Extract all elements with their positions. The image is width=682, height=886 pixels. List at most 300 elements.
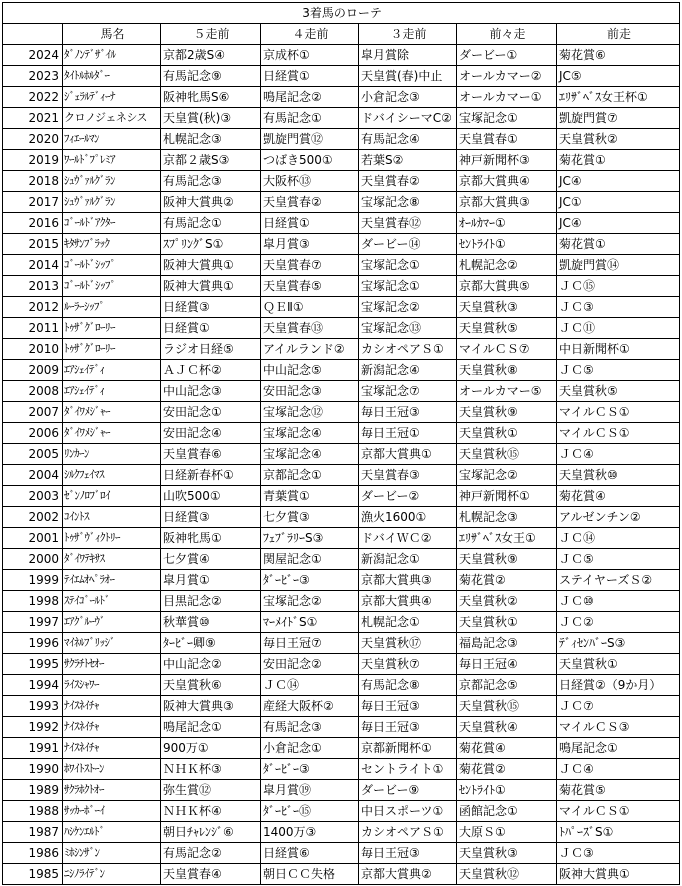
- race-5-before-cell: 目黒記念②: [161, 591, 261, 612]
- race-3-before-cell: 札幌記念①: [359, 612, 457, 633]
- year-cell: 2024: [3, 45, 63, 66]
- horse-name-cell: ﾅｲｽﾈｲﾁｬ: [63, 696, 161, 717]
- year-cell: 1986: [3, 843, 63, 864]
- race-previous-cell: 菊花賞①: [557, 150, 680, 171]
- race-3-before-cell: 宝塚記念①: [359, 255, 457, 276]
- race-2-before-cell: 京都大賞典④: [457, 171, 557, 192]
- race-previous-cell: ＪＣ③: [557, 843, 680, 864]
- race-3-before-cell: 若葉S②: [359, 150, 457, 171]
- year-cell: 2023: [3, 66, 63, 87]
- race-4-before-cell: 日経賞⑥: [261, 843, 359, 864]
- race-5-before-cell: 有馬記念③: [161, 171, 261, 192]
- header-5-races-before: ５走前: [161, 24, 261, 45]
- race-5-before-cell: 有馬記念②: [161, 843, 261, 864]
- header-horse-name: 馬名: [63, 24, 161, 45]
- race-previous-cell: 中日新聞杯①: [557, 339, 680, 360]
- race-5-before-cell: 阪神牝馬①: [161, 528, 261, 549]
- year-cell: 1996: [3, 633, 63, 654]
- race-2-before-cell: 菊花賞④: [457, 738, 557, 759]
- race-4-before-cell: 京都記念①: [261, 465, 359, 486]
- race-4-before-cell: ﾏｰﾒｲﾄﾞS①: [261, 612, 359, 633]
- race-5-before-cell: 阪神大賞典②: [161, 192, 261, 213]
- race-5-before-cell: 有馬記念⑨: [161, 66, 261, 87]
- header-4-races-before: ４走前: [261, 24, 359, 45]
- race-3-before-cell: 毎日王冠③: [359, 843, 457, 864]
- race-3-before-cell: セントライト①: [359, 759, 457, 780]
- race-2-before-cell: 天皇賞秋③: [457, 297, 557, 318]
- table-row: [3, 654, 680, 675]
- race-4-before-cell: 皐月賞③: [261, 234, 359, 255]
- race-5-before-cell: 日経賞①: [161, 318, 261, 339]
- race-previous-cell: JC⑤: [557, 66, 680, 87]
- race-3-before-cell: 天皇賞春②: [359, 171, 457, 192]
- race-5-before-cell: 朝日ﾁｬﾚﾝｼﾞ⑥: [161, 822, 261, 843]
- table-row: [3, 171, 680, 192]
- race-5-before-cell: 天皇賞春④: [161, 864, 261, 885]
- year-cell: 1997: [3, 612, 63, 633]
- horse-name-cell: ｴｱｼｪｲﾃﾞｨ: [63, 360, 161, 381]
- race-2-before-cell: 菊花賞②: [457, 570, 557, 591]
- race-3-before-cell: 京都大賞典④: [359, 591, 457, 612]
- race-5-before-cell: 札幌記念③: [161, 129, 261, 150]
- race-5-before-cell: 山吹500①: [161, 486, 261, 507]
- race-2-before-cell: ｵｰﾙｶﾏｰ①: [457, 213, 557, 234]
- race-5-before-cell: ラジオ日経⑤: [161, 339, 261, 360]
- year-cell: 2017: [3, 192, 63, 213]
- race-5-before-cell: 安田記念①: [161, 402, 261, 423]
- year-cell: 2004: [3, 465, 63, 486]
- year-cell: 2002: [3, 507, 63, 528]
- horse-name-cell: ﾙｰﾗｰｼｯﾌﾟ: [63, 297, 161, 318]
- table-row: [3, 318, 680, 339]
- horse-name-cell: ｺﾞｰﾙﾄﾞｼｯﾌﾟ: [63, 255, 161, 276]
- race-3-before-cell: 天皇賞春③: [359, 465, 457, 486]
- year-cell: 2008: [3, 381, 63, 402]
- table-row: [3, 255, 680, 276]
- year-cell: 1994: [3, 675, 63, 696]
- horse-name-cell: ｼｭｳﾞｧﾙｸﾞﾗﾝ: [63, 171, 161, 192]
- horse-name-cell: ﾅｲｽﾈｲﾁｬ: [63, 717, 161, 738]
- race-4-before-cell: 朝日ＣＣ失格: [261, 864, 359, 885]
- table-row: [3, 612, 680, 633]
- year-cell: 2021: [3, 108, 63, 129]
- race-4-before-cell: 凱旋門賞⑫: [261, 129, 359, 150]
- race-previous-cell: 阪神大賞典①: [557, 864, 680, 885]
- race-4-before-cell: 皐月賞⑲: [261, 780, 359, 801]
- horse-name-cell: ﾅｲｽﾈｲﾁｬ: [63, 738, 161, 759]
- table-title: 3着馬のローテ: [3, 3, 680, 24]
- race-5-before-cell: 中山記念②: [161, 654, 261, 675]
- table-row: [3, 801, 680, 822]
- horse-name-cell: ｺｲﾝﾄｽ: [63, 507, 161, 528]
- race-previous-cell: マイルＣＳ①: [557, 423, 680, 444]
- race-4-before-cell: 関屋記念①: [261, 549, 359, 570]
- horse-name-cell: ﾆｼﾉﾗｲﾃﾞﾝ: [63, 864, 161, 885]
- race-2-before-cell: 神戸新聞杯①: [457, 486, 557, 507]
- race-4-before-cell: 天皇賞春⑬: [261, 318, 359, 339]
- year-cell: 2003: [3, 486, 63, 507]
- race-4-before-cell: 産経大阪杯②: [261, 696, 359, 717]
- table-row: [3, 192, 680, 213]
- year-cell: 2000: [3, 549, 63, 570]
- race-4-before-cell: 宝塚記念④: [261, 444, 359, 465]
- year-cell: 1987: [3, 822, 63, 843]
- race-previous-cell: 菊花賞④: [557, 486, 680, 507]
- year-cell: 1993: [3, 696, 63, 717]
- race-previous-cell: ＪＣ④: [557, 759, 680, 780]
- race-2-before-cell: マイルＣＳ⑦: [457, 339, 557, 360]
- table-row: [3, 549, 680, 570]
- table-row: [3, 675, 680, 696]
- race-4-before-cell: 宝塚記念②: [261, 591, 359, 612]
- race-4-before-cell: 宝塚記念⑫: [261, 402, 359, 423]
- table-row: [3, 297, 680, 318]
- race-previous-cell: ﾃﾞｨｾﾝﾊﾞｰS③: [557, 633, 680, 654]
- race-4-before-cell: ﾌｪﾌﾞﾗﾘｰS③: [261, 528, 359, 549]
- table-row: [3, 66, 680, 87]
- table-row: [3, 717, 680, 738]
- race-3-before-cell: 毎日王冠③: [359, 402, 457, 423]
- header-year: [3, 24, 63, 45]
- table-row: [3, 528, 680, 549]
- race-2-before-cell: 神戸新聞杯③: [457, 150, 557, 171]
- horse-name-cell: ｷﾀｻﾝﾌﾞﾗｯｸ: [63, 234, 161, 255]
- race-3-before-cell: ダービー⑨: [359, 780, 457, 801]
- race-3-before-cell: 有馬記念④: [359, 129, 457, 150]
- table-row: [3, 381, 680, 402]
- race-3-before-cell: 毎日王冠③: [359, 696, 457, 717]
- race-5-before-cell: ﾀｰﾋﾞｰ卿⑨: [161, 633, 261, 654]
- race-5-before-cell: 有馬記念①: [161, 213, 261, 234]
- race-3-before-cell: 京都大賞典①: [359, 444, 457, 465]
- race-4-before-cell: 日経賞①: [261, 213, 359, 234]
- race-3-before-cell: 天皇賞春⑫: [359, 213, 457, 234]
- table-row: [3, 780, 680, 801]
- year-cell: 2007: [3, 402, 63, 423]
- table-row: [3, 696, 680, 717]
- race-5-before-cell: ｽﾌﾟﾘﾝｸﾞS①: [161, 234, 261, 255]
- race-5-before-cell: 天皇賞春⑥: [161, 444, 261, 465]
- race-4-before-cell: 大阪杯⑬: [261, 171, 359, 192]
- table-row: [3, 402, 680, 423]
- race-2-before-cell: オールカマー②: [457, 66, 557, 87]
- race-3-before-cell: 天皇賞秋⑰: [359, 633, 457, 654]
- race-2-before-cell: 天皇賞秋⑨: [457, 549, 557, 570]
- race-3-before-cell: カシオペアＳ①: [359, 339, 457, 360]
- race-4-before-cell: 七夕賞③: [261, 507, 359, 528]
- race-2-before-cell: ｾﾝﾄﾗｲﾄ①: [457, 234, 557, 255]
- race-4-before-cell: 有馬記念①: [261, 108, 359, 129]
- race-previous-cell: ＪＣ⑭: [557, 528, 680, 549]
- race-previous-cell: 菊花賞⑤: [557, 780, 680, 801]
- race-4-before-cell: 安田記念②: [261, 654, 359, 675]
- horse-name-cell: ｻｸﾗﾎｸﾄｵｰ: [63, 780, 161, 801]
- race-5-before-cell: 日経賞③: [161, 507, 261, 528]
- race-4-before-cell: 日経賞①: [261, 66, 359, 87]
- race-3-before-cell: カシオペアＳ①: [359, 822, 457, 843]
- race-5-before-cell: 皐月賞①: [161, 570, 261, 591]
- race-5-before-cell: 天皇賞秋⑥: [161, 675, 261, 696]
- race-5-before-cell: 阪神大賞典①: [161, 276, 261, 297]
- race-2-before-cell: 天皇賞秋④: [457, 717, 557, 738]
- race-2-before-cell: 京都大賞典③: [457, 192, 557, 213]
- year-cell: 2006: [3, 423, 63, 444]
- race-2-before-cell: 京都大賞典⑤: [457, 276, 557, 297]
- race-previous-cell: JC④: [557, 171, 680, 192]
- race-previous-cell: ＪＣ④: [557, 444, 680, 465]
- horse-name-cell: ｼﾙｸﾌｪｲﾏｽ: [63, 465, 161, 486]
- race-previous-cell: ＪＣ②: [557, 612, 680, 633]
- race-3-before-cell: 新潟記念④: [359, 360, 457, 381]
- race-5-before-cell: 日経新春杯①: [161, 465, 261, 486]
- race-previous-cell: 菊花賞⑥: [557, 45, 680, 66]
- race-previous-cell: ＪＣ⑤: [557, 360, 680, 381]
- race-2-before-cell: 菊花賞②: [457, 759, 557, 780]
- race-3-before-cell: 宝塚記念②: [359, 297, 457, 318]
- race-3-before-cell: 有馬記念⑧: [359, 675, 457, 696]
- race-5-before-cell: 鳴尾記念①: [161, 717, 261, 738]
- table-row: [3, 213, 680, 234]
- race-3-before-cell: 宝塚記念⑧: [359, 192, 457, 213]
- race-previous-cell: マイルＣＳ①: [557, 402, 680, 423]
- horse-name-cell: ﾄｩｻﾞｸﾞﾛｰﾘｰ: [63, 339, 161, 360]
- table-row: [3, 339, 680, 360]
- horse-name-cell: ｻｯｶｰﾎﾞｰｲ: [63, 801, 161, 822]
- race-previous-cell: ｴﾘｻﾞﾍﾞｽ女王杯①: [557, 87, 680, 108]
- race-3-before-cell: 天皇賞秋⑦: [359, 654, 457, 675]
- year-cell: 2015: [3, 234, 63, 255]
- year-cell: 2013: [3, 276, 63, 297]
- race-2-before-cell: 天皇賞秋②: [457, 591, 557, 612]
- race-previous-cell: ＪＣ⑪: [557, 318, 680, 339]
- year-cell: 2018: [3, 171, 63, 192]
- race-3-before-cell: ドバイシーマC②: [359, 108, 457, 129]
- year-cell: 1995: [3, 654, 63, 675]
- race-4-before-cell: 小倉記念①: [261, 738, 359, 759]
- rotation-table: [2, 2, 680, 885]
- horse-name-cell: ﾀﾞｲﾜﾒｼﾞｬｰ: [63, 402, 161, 423]
- race-previous-cell: 凱旋門賞⑭: [557, 255, 680, 276]
- race-4-before-cell: 安田記念③: [261, 381, 359, 402]
- horse-name-cell: ﾏｲﾈﾙﾌﾞﾘｯｼﾞ: [63, 633, 161, 654]
- race-2-before-cell: 天皇賞秋⑧: [457, 360, 557, 381]
- race-2-before-cell: ｴﾘｻﾞﾍﾞｽ女王①: [457, 528, 557, 549]
- race-4-before-cell: ﾀﾞｰﾋﾞｰ③: [261, 759, 359, 780]
- race-5-before-cell: ＮＨＫ杯③: [161, 759, 261, 780]
- race-2-before-cell: 大原Ｓ①: [457, 822, 557, 843]
- year-cell: 2020: [3, 129, 63, 150]
- horse-name-cell: ﾀｲﾄﾙﾎﾙﾀﾞｰ: [63, 66, 161, 87]
- header-3-races-before: ３走前: [359, 24, 457, 45]
- year-cell: 2012: [3, 297, 63, 318]
- race-3-before-cell: 宝塚記念⑬: [359, 318, 457, 339]
- race-4-before-cell: ﾀﾞｰﾋﾞｰ③: [261, 570, 359, 591]
- race-previous-cell: 天皇賞秋①: [557, 654, 680, 675]
- race-5-before-cell: ＡＪＣ杯②: [161, 360, 261, 381]
- table-row: [3, 486, 680, 507]
- horse-name-cell: ｺﾞｰﾙﾄﾞｼｯﾌﾟ: [63, 276, 161, 297]
- table-row: [3, 633, 680, 654]
- race-3-before-cell: 小倉記念③: [359, 87, 457, 108]
- race-5-before-cell: 日経賞③: [161, 297, 261, 318]
- race-4-before-cell: 天皇賞春②: [261, 192, 359, 213]
- year-cell: 2009: [3, 360, 63, 381]
- horse-name-cell: ﾐﾎｼﾝｻﾞﾝ: [63, 843, 161, 864]
- race-3-before-cell: 皐月賞除: [359, 45, 457, 66]
- horse-name-cell: ﾌｨｴｰﾙﾏﾝ: [63, 129, 161, 150]
- race-2-before-cell: 天皇賞秋①: [457, 612, 557, 633]
- table-row: [3, 423, 680, 444]
- race-3-before-cell: 中日スポーツ①: [359, 801, 457, 822]
- race-5-before-cell: 弥生賞⑫: [161, 780, 261, 801]
- race-2-before-cell: ダービー①: [457, 45, 557, 66]
- race-3-before-cell: 京都大賞典③: [359, 570, 457, 591]
- header-2-races-before: 前々走: [457, 24, 557, 45]
- table-row: [3, 108, 680, 129]
- header-row: [3, 24, 680, 45]
- horse-name-cell: ｼﾞｪﾗﾙﾃﾞｨｰﾅ: [63, 87, 161, 108]
- horse-name-cell: ﾘﾝｶｰﾝ: [63, 444, 161, 465]
- race-previous-cell: ＪＣ⑮: [557, 276, 680, 297]
- race-2-before-cell: 宝塚記念②: [457, 465, 557, 486]
- horse-name-cell: ﾃｲｴﾑｵﾍﾟﾗｵｰ: [63, 570, 161, 591]
- race-5-before-cell: 中山記念③: [161, 381, 261, 402]
- race-2-before-cell: 宝塚記念①: [457, 108, 557, 129]
- race-5-before-cell: 安田記念④: [161, 423, 261, 444]
- year-cell: 1990: [3, 759, 63, 780]
- table-row: [3, 822, 680, 843]
- horse-name-cell: ｺﾞｰﾙﾄﾞｱｸﾀｰ: [63, 213, 161, 234]
- race-previous-cell: 凱旋門賞⑦: [557, 108, 680, 129]
- race-3-before-cell: ダービー⑭: [359, 234, 457, 255]
- race-4-before-cell: つばき500①: [261, 150, 359, 171]
- race-3-before-cell: 新潟記念①: [359, 549, 457, 570]
- table-row: [3, 87, 680, 108]
- horse-name-cell: ｾﾞﾝﾉﾛﾌﾞﾛｲ: [63, 486, 161, 507]
- year-cell: 2010: [3, 339, 63, 360]
- table-row: [3, 507, 680, 528]
- horse-name-cell: ﾀﾞｲﾜﾃｷｻｽ: [63, 549, 161, 570]
- table-row: [3, 45, 680, 66]
- race-5-before-cell: 七夕賞④: [161, 549, 261, 570]
- year-cell: 1991: [3, 738, 63, 759]
- race-3-before-cell: 京都大賞典②: [359, 864, 457, 885]
- race-2-before-cell: ｾﾝﾄﾗｲﾄ①: [457, 780, 557, 801]
- horse-name-cell: ｴｱｼｪｲﾃﾞｨ: [63, 381, 161, 402]
- year-cell: 2014: [3, 255, 63, 276]
- race-2-before-cell: 天皇賞秋⑤: [457, 318, 557, 339]
- race-previous-cell: 天皇賞秋②: [557, 129, 680, 150]
- race-3-before-cell: 宝塚記念⑦: [359, 381, 457, 402]
- race-2-before-cell: 天皇賞春①: [457, 129, 557, 150]
- race-previous-cell: ＪＣ⑦: [557, 696, 680, 717]
- horse-name-cell: ﾎﾜｲﾄｽﾄｰﾝ: [63, 759, 161, 780]
- horse-name-cell: ﾄｩｻﾞｳﾞｨｸﾄﾘｰ: [63, 528, 161, 549]
- race-5-before-cell: 阪神大賞典①: [161, 255, 261, 276]
- race-2-before-cell: オールカマー⑤: [457, 381, 557, 402]
- race-previous-cell: 天皇賞秋⑤: [557, 381, 680, 402]
- table-row: [3, 444, 680, 465]
- year-cell: 1992: [3, 717, 63, 738]
- race-2-before-cell: 札幌記念②: [457, 255, 557, 276]
- race-previous-cell: アルゼンチン②: [557, 507, 680, 528]
- race-5-before-cell: ＮＨＫ杯④: [161, 801, 261, 822]
- year-cell: 2019: [3, 150, 63, 171]
- race-3-before-cell: 京都新聞杯①: [359, 738, 457, 759]
- race-5-before-cell: 阪神大賞典③: [161, 696, 261, 717]
- race-3-before-cell: 天皇賞(春)中止: [359, 66, 457, 87]
- horse-name-cell: ｽﾃｲｺﾞｰﾙﾄﾞ: [63, 591, 161, 612]
- race-4-before-cell: 中山記念⑤: [261, 360, 359, 381]
- table-row: [3, 129, 680, 150]
- header-previous-race: 前走: [557, 24, 680, 45]
- race-3-before-cell: 宝塚記念①: [359, 276, 457, 297]
- race-2-before-cell: 天皇賞秋⑫: [457, 864, 557, 885]
- race-3-before-cell: 毎日王冠①: [359, 423, 457, 444]
- race-4-before-cell: 天皇賞春⑦: [261, 255, 359, 276]
- race-2-before-cell: 天皇賞秋⑮: [457, 696, 557, 717]
- horse-name-cell: ﾊｼｹﾝｴﾙﾄﾞ: [63, 822, 161, 843]
- year-cell: 1989: [3, 780, 63, 801]
- horse-name-cell: ﾄｩｻﾞｸﾞﾛｰﾘｰ: [63, 318, 161, 339]
- horse-name-cell: ﾗｲｽｼｬﾜｰ: [63, 675, 161, 696]
- table-row: [3, 759, 680, 780]
- race-4-before-cell: ＪＣ⑭: [261, 675, 359, 696]
- race-4-before-cell: ＱＥⅡ①: [261, 297, 359, 318]
- race-5-before-cell: 京都２歳S③: [161, 150, 261, 171]
- race-previous-cell: 日経賞②（9か月）: [557, 675, 680, 696]
- race-4-before-cell: 青葉賞①: [261, 486, 359, 507]
- year-cell: 2016: [3, 213, 63, 234]
- year-cell: 2011: [3, 318, 63, 339]
- race-previous-cell: マイルＣＳ①: [557, 801, 680, 822]
- race-2-before-cell: 京都記念⑤: [457, 675, 557, 696]
- race-2-before-cell: 天皇賞秋③: [457, 843, 557, 864]
- race-4-before-cell: アイルランド②: [261, 339, 359, 360]
- race-5-before-cell: 900万①: [161, 738, 261, 759]
- year-cell: 2022: [3, 87, 63, 108]
- race-3-before-cell: 毎日王冠③: [359, 717, 457, 738]
- race-4-before-cell: 宝塚記念④: [261, 423, 359, 444]
- horse-name-cell: ﾀﾞﾉﾝﾃﾞｻﾞｲﾙ: [63, 45, 161, 66]
- horse-name-cell: クロノジェネシス: [63, 108, 161, 129]
- race-2-before-cell: 函館記念①: [457, 801, 557, 822]
- table-row: [3, 864, 680, 885]
- race-3-before-cell: 漁火1600①: [359, 507, 457, 528]
- table-row: [3, 843, 680, 864]
- year-cell: 1988: [3, 801, 63, 822]
- year-cell: 2001: [3, 528, 63, 549]
- race-previous-cell: 鳴尾記念①: [557, 738, 680, 759]
- table-row: [3, 150, 680, 171]
- race-4-before-cell: 鳴尾記念②: [261, 87, 359, 108]
- title-row: [3, 3, 680, 24]
- table-row: [3, 276, 680, 297]
- horse-name-cell: ｻｸﾗﾁﾄｾｵｰ: [63, 654, 161, 675]
- race-4-before-cell: ﾀﾞｰﾋﾞｰ⑮: [261, 801, 359, 822]
- table-row: [3, 465, 680, 486]
- horse-name-cell: ｼｭｳﾞｧﾙｸﾞﾗﾝ: [63, 192, 161, 213]
- race-previous-cell: ＪＣ⑤: [557, 549, 680, 570]
- horse-name-cell: ﾜｰﾙﾄﾞﾌﾟﾚﾐｱ: [63, 150, 161, 171]
- table-row: [3, 591, 680, 612]
- race-previous-cell: ﾄﾊﾟｰｽﾞS①: [557, 822, 680, 843]
- year-cell: 1998: [3, 591, 63, 612]
- race-previous-cell: 菊花賞①: [557, 234, 680, 255]
- race-4-before-cell: 有馬記念③: [261, 717, 359, 738]
- year-cell: 1985: [3, 864, 63, 885]
- year-cell: 1999: [3, 570, 63, 591]
